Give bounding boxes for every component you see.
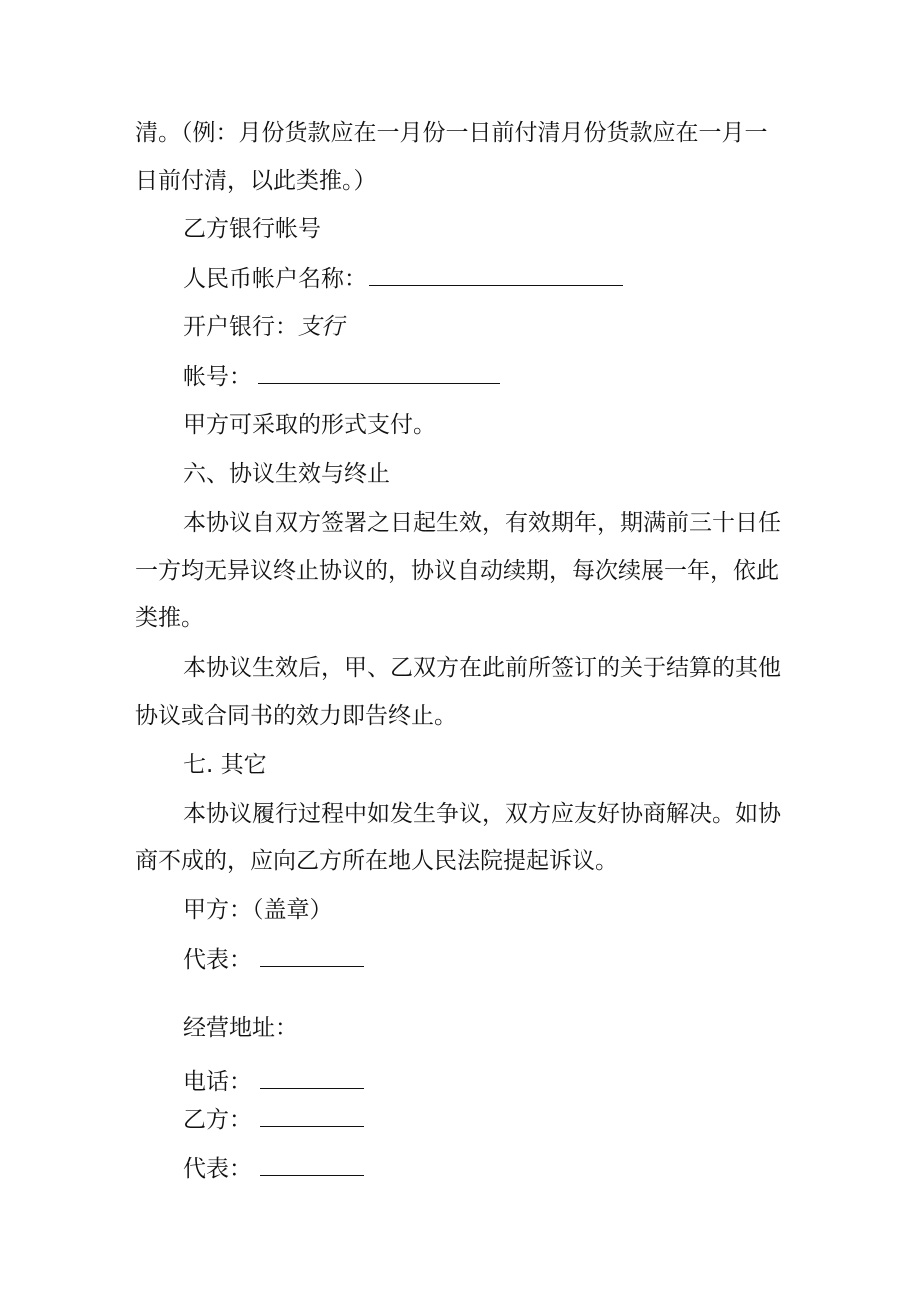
paragraph-line: 日前付清，以此类推。） bbox=[135, 168, 377, 194]
party-b-representative-blank bbox=[260, 1153, 364, 1176]
paragraph-line: 甲方可采取的形式支付。 bbox=[183, 412, 436, 438]
account-number-label: 帐号： bbox=[183, 364, 252, 390]
paragraph-line: 类推。 bbox=[135, 605, 204, 631]
account-name-label: 人民币帐户名称： bbox=[183, 266, 367, 292]
party-a-seal: 甲方：（盖章） bbox=[183, 897, 333, 923]
account-name-blank bbox=[369, 263, 623, 286]
party-a-representative-blank bbox=[260, 944, 364, 967]
phone-row bbox=[183, 1066, 364, 1097]
account-number-blank bbox=[258, 361, 500, 384]
section-heading-other: 七. 其它 bbox=[183, 752, 267, 778]
business-address-label: 经营地址： bbox=[183, 1015, 298, 1041]
party-b-representative-row bbox=[183, 1153, 364, 1184]
paragraph-line: 协议或合同书的效力即告终止。 bbox=[135, 703, 457, 729]
account-name-row bbox=[183, 263, 623, 294]
bank-label: 开户银行： bbox=[183, 314, 298, 340]
paragraph-line: 本协议生效后，甲、乙双方在此前所签订的关于结算的其他 bbox=[183, 655, 781, 681]
paragraph-line: 清。（例：月份货款应在一月份一日前付清月份货款应在一月一 bbox=[135, 120, 768, 146]
paragraph-line: 一方均无异议终止协议的，协议自动续期，每次续展一年，依此 bbox=[135, 558, 779, 584]
party-a-representative-row bbox=[183, 944, 364, 975]
paragraph-line: 本协议履行过程中如发生争议，双方应友好协商解决。如协 bbox=[183, 801, 781, 827]
section-heading-bank-account: 乙方银行帐号 bbox=[183, 216, 321, 242]
phone-label: 电话： bbox=[183, 1069, 252, 1095]
account-number-row bbox=[183, 361, 500, 392]
phone-blank bbox=[260, 1066, 364, 1089]
party-a-representative-label: 代表： bbox=[183, 947, 252, 973]
party-b-label: 乙方： bbox=[183, 1107, 252, 1133]
party-b-row bbox=[183, 1104, 364, 1135]
party-b-blank bbox=[260, 1104, 364, 1127]
section-heading-effect: 六、协议生效与终止 bbox=[183, 461, 390, 487]
paragraph-line: 商不成的，应向乙方所在地人民法院提起诉议。 bbox=[135, 848, 618, 874]
bank-branch-text: 支行 bbox=[298, 314, 344, 340]
bank-row bbox=[183, 312, 344, 342]
party-b-representative-label: 代表： bbox=[183, 1156, 252, 1182]
paragraph-line: 本协议自双方签署之日起生效，有效期年，期满前三十日任 bbox=[183, 510, 781, 536]
